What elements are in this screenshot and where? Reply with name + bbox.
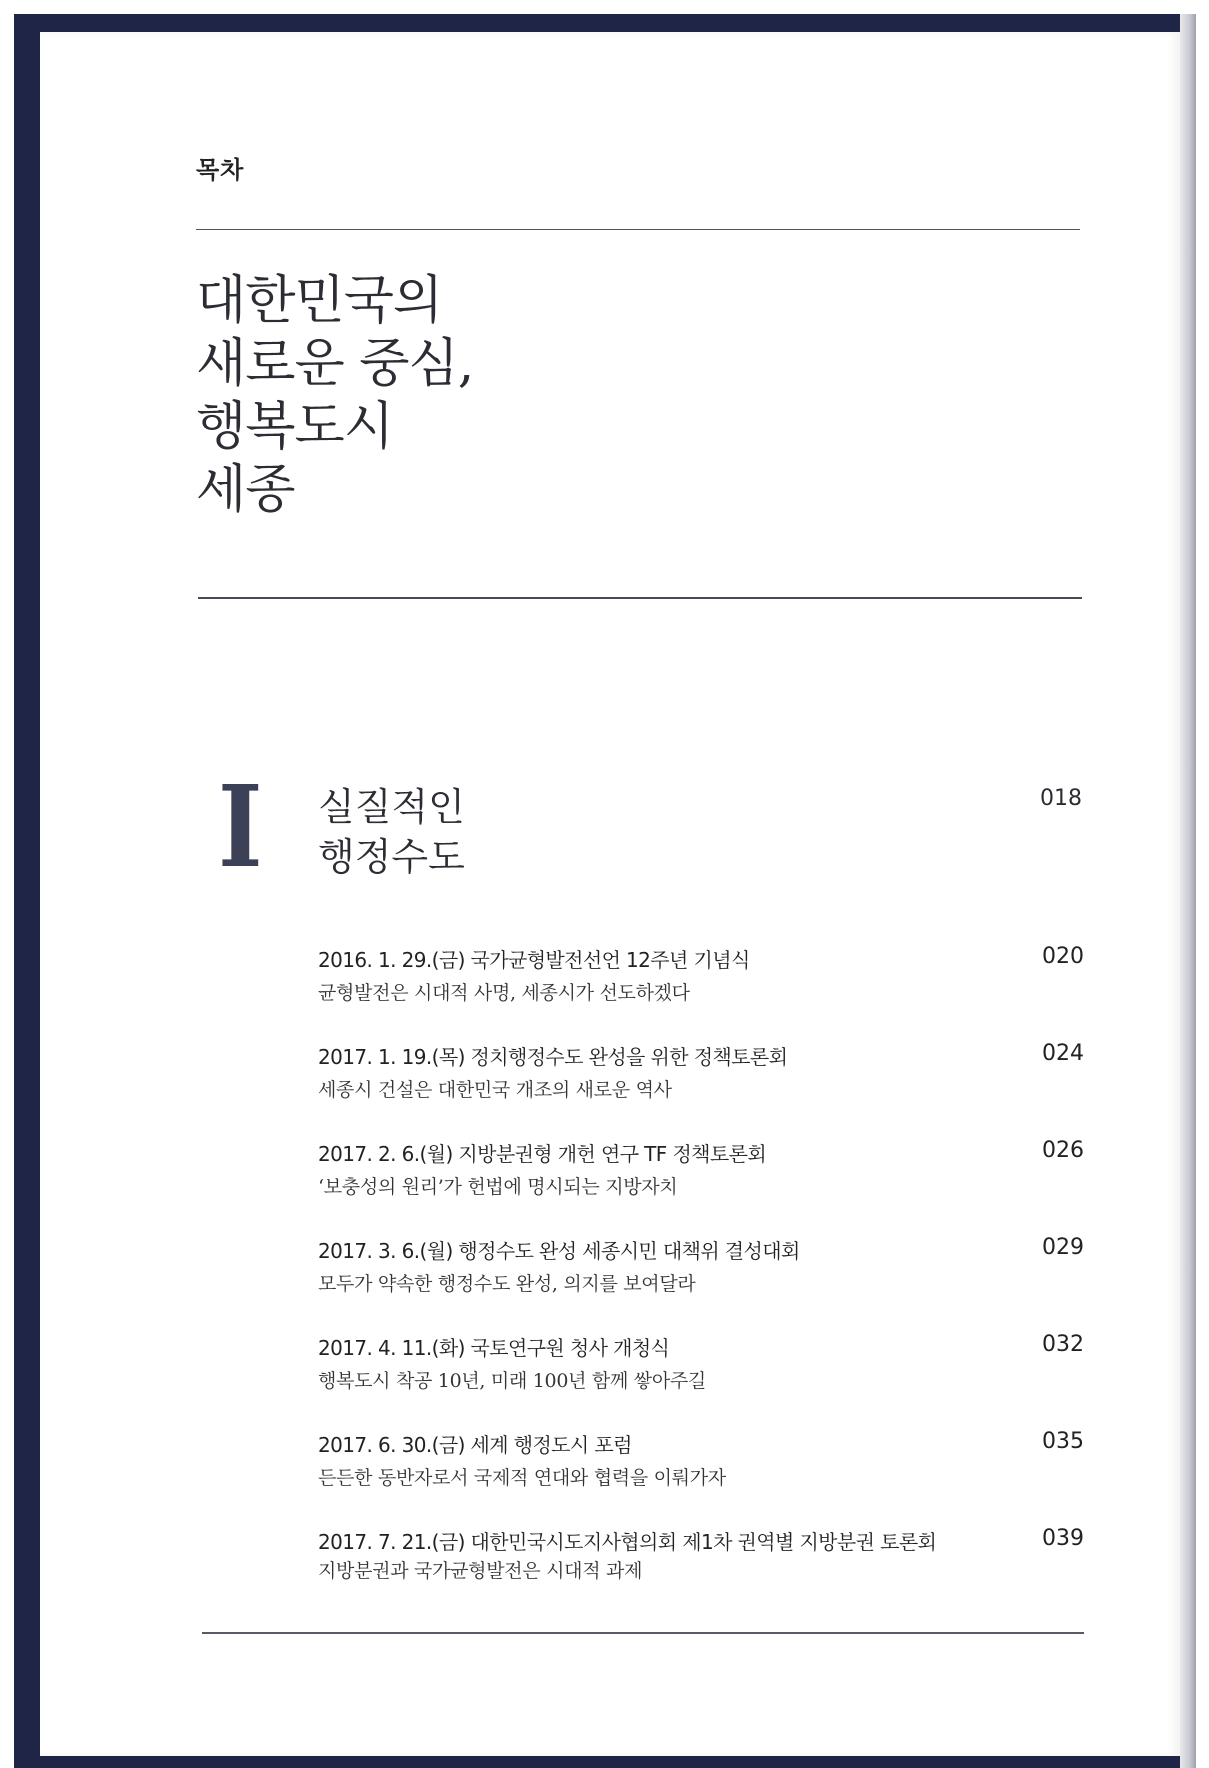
entry-title: 2017. 1. 19.(목) 정치행정수도 완성을 위한 정책토론회: [318, 1045, 788, 1069]
toc-entry[interactable]: [318, 1332, 1084, 1402]
entry-page-number: 035: [1042, 1429, 1084, 1454]
entry-subtitle: 세종시 건설은 대한민국 개조의 새로운 역사: [318, 1079, 672, 1101]
entry-page-number: 026: [1042, 1138, 1084, 1163]
part-title-line: 행정수도: [318, 835, 465, 879]
book-title-line: 행복도시: [196, 397, 393, 457]
entry-title: 2017. 2. 6.(월) 지방분권형 개헌 연구 TF 정책토론회: [318, 1142, 767, 1166]
entry-title: 2017. 4. 11.(화) 국토연구원 청사 개청식: [318, 1336, 670, 1360]
entry-subtitle: 행복도시 착공 10년, 미래 100년 함께 쌓아주길: [318, 1370, 706, 1392]
entry-title: 2017. 6. 30.(금) 세계 행정도시 포럼: [318, 1433, 632, 1457]
book-cover-edge-bottom: [14, 1756, 1196, 1768]
book-title: [196, 270, 473, 522]
toc-entry[interactable]: [318, 1235, 1084, 1305]
part-title-line: 실질적인: [318, 785, 465, 829]
entry-page-number: 029: [1042, 1235, 1084, 1260]
toc-entry[interactable]: [318, 1429, 1084, 1499]
part-title: [318, 782, 465, 882]
top-divider: [196, 229, 1080, 230]
title-divider: [198, 597, 1082, 599]
entry-page-number: 039: [1042, 1526, 1084, 1551]
entry-title: 2017. 7. 21.(금) 대한민국시도지사협의회 제1차 권역별 지방분권 토론회: [318, 1530, 937, 1554]
bottom-divider: [202, 1632, 1084, 1634]
toc-entry[interactable]: [318, 1041, 1084, 1111]
part-numeral: I: [218, 762, 263, 893]
part-page-number: 018: [1040, 786, 1082, 811]
entry-subtitle: 지방분권과 국가균형발전은 시대적 과제: [318, 1560, 643, 1582]
entry-subtitle: 든든한 동반자로서 국제적 연대와 협력을 이뤄가자: [318, 1467, 726, 1489]
entry-page-number: 020: [1042, 944, 1084, 969]
book-page-edge-right: [1180, 14, 1196, 1768]
book-cover-edge-top: [14, 14, 1196, 32]
book-title-line: 세종: [196, 460, 295, 520]
toc-entry[interactable]: [318, 944, 1084, 1014]
entry-title: 2017. 3. 6.(월) 행정수도 완성 세종시민 대책위 결성대회: [318, 1239, 800, 1263]
entry-title: 2016. 1. 29.(금) 국가균형발전선언 12주년 기념식: [318, 948, 750, 972]
book-title-line: 대한민국의: [196, 271, 443, 331]
book-cover-edge-left: [14, 14, 40, 1768]
entry-page-number: 024: [1042, 1041, 1084, 1066]
entry-subtitle: ‘보충성의 원리’가 헌법에 명시되는 지방자치: [318, 1176, 678, 1198]
book-title-line: 새로운 중심,: [196, 334, 474, 394]
toc-entry[interactable]: [318, 1138, 1084, 1208]
entry-page-number: 032: [1042, 1332, 1084, 1357]
toc-heading: 목차: [196, 156, 245, 184]
entry-subtitle: 균형발전은 시대적 사명, 세종시가 선도하겠다: [318, 982, 690, 1004]
toc-entry[interactable]: [318, 1526, 1084, 1596]
entry-subtitle: 모두가 약속한 행정수도 완성, 의지를 보여달라: [318, 1273, 696, 1295]
